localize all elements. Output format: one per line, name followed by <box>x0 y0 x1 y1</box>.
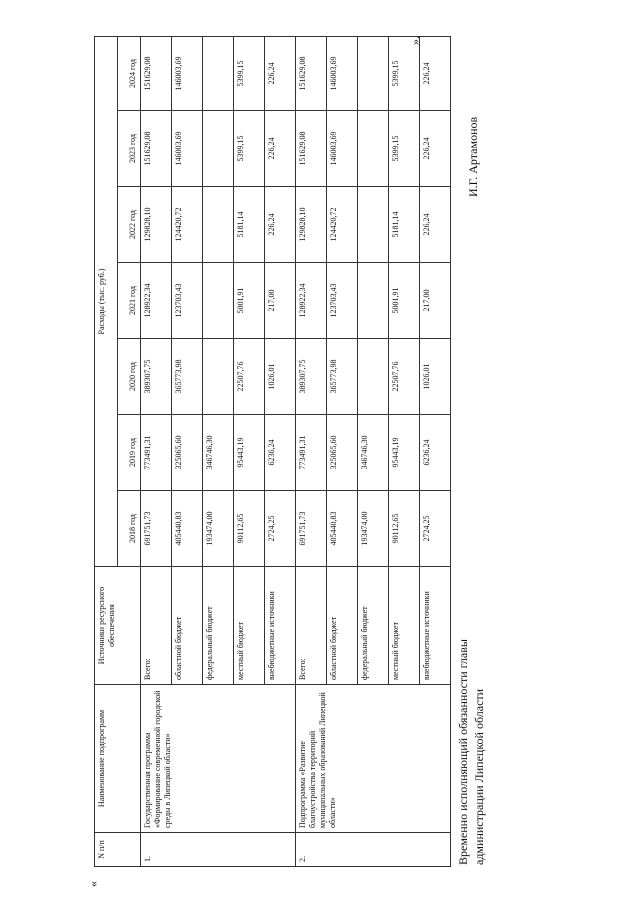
funding-source: внебюджетные источники <box>420 567 451 685</box>
expense-value: 217,00 <box>420 263 451 339</box>
expense-value: 365773,98 <box>172 339 203 415</box>
header-expenses: Расходы (тыс. руб.) <box>95 36 118 566</box>
expense-value: 151629,08 <box>141 36 172 110</box>
expense-value: 405440,83 <box>327 491 358 567</box>
table-row <box>296 36 327 866</box>
program-name: Подпрограмма «Развитие благоустройства территорий муниципальных образований Липецкой области» <box>296 685 451 833</box>
expense-value <box>358 187 389 263</box>
expense-value: 146003,69 <box>327 111 358 187</box>
expense-value: 226,24 <box>265 36 296 110</box>
expense-value: 128922,34 <box>141 263 172 339</box>
expense-value <box>358 263 389 339</box>
signature-position-line: администрации Липецкой области <box>472 688 487 865</box>
expense-value: 217,00 <box>265 263 296 339</box>
expense-value: 90112,65 <box>389 491 420 567</box>
expense-value <box>203 339 234 415</box>
expense-value <box>358 339 389 415</box>
funding-source: федеральный бюджет <box>358 567 389 685</box>
expense-value: 325065,60 <box>172 415 203 491</box>
expense-value: 151629,08 <box>296 36 327 110</box>
header-source: Источники ресурсного обеспечения <box>95 567 141 685</box>
expense-value: 1026,01 <box>265 339 296 415</box>
table-row <box>141 36 172 866</box>
expense-value: 5399,15 <box>389 111 420 187</box>
expense-value: 2724,25 <box>265 491 296 567</box>
expense-value: 5399,15 <box>389 36 420 110</box>
expense-value: 128922,34 <box>296 263 327 339</box>
header-name: Наименование подпрограмм <box>95 685 141 833</box>
header-year: 2020 год <box>118 339 141 415</box>
header-year: 2023 год <box>118 111 141 187</box>
row-number: 2. <box>296 833 451 867</box>
expense-value: 124420,72 <box>172 187 203 263</box>
expense-value <box>203 263 234 339</box>
expense-value: 146003,69 <box>172 36 203 110</box>
funding-source: Всего: <box>141 567 172 685</box>
expense-value: 1026,01 <box>420 339 451 415</box>
header-num: N п/п <box>95 833 141 867</box>
expense-value: 5399,15 <box>234 36 265 110</box>
expense-value <box>203 111 234 187</box>
table-header-row <box>95 36 118 866</box>
expense-value: 226,24 <box>265 187 296 263</box>
header-year: 2019 год <box>118 415 141 491</box>
expense-value: 90112,65 <box>234 491 265 567</box>
funding-source: Всего: <box>296 567 327 685</box>
expense-value: 5181,14 <box>389 187 420 263</box>
expense-value <box>358 36 389 110</box>
signature-position-line: Временно исполняющий обязанности главы <box>456 639 470 865</box>
funding-source: внебюджетные источники <box>265 567 296 685</box>
expense-value: 773491,31 <box>141 415 172 491</box>
row-number: 1. <box>141 833 296 867</box>
expense-value <box>358 111 389 187</box>
header-year: 2022 год <box>118 187 141 263</box>
expense-value: 129828,10 <box>141 187 172 263</box>
expense-value: 129828,10 <box>296 187 327 263</box>
expense-value: 389307,75 <box>141 339 172 415</box>
expense-value: 193474,00 <box>358 491 389 567</box>
expense-value: 151629,08 <box>141 111 172 187</box>
funding-source: федеральный бюджет <box>203 567 234 685</box>
expense-value: 346746,30 <box>203 415 234 491</box>
funding-source: местный бюджет <box>234 567 265 685</box>
expense-value: 389307,75 <box>296 339 327 415</box>
header-year: 2018 год <box>118 491 141 567</box>
expense-value: 346746,30 <box>358 415 389 491</box>
signature-name: И.Г. Артамонов <box>466 116 480 197</box>
expense-value: 22507,76 <box>389 339 420 415</box>
expense-value: 5001,91 <box>234 263 265 339</box>
expense-value: 691751,73 <box>141 491 172 567</box>
expense-value: 691751,73 <box>296 491 327 567</box>
header-year: 2021 год <box>118 263 141 339</box>
funding-source: местный бюджет <box>389 567 420 685</box>
expense-value: 146003,69 <box>172 111 203 187</box>
expense-value: 226,24 <box>420 36 451 110</box>
signature-position <box>455 639 487 865</box>
expense-value: 365773,98 <box>327 339 358 415</box>
expense-value: 2724,25 <box>420 491 451 567</box>
expense-value: 5399,15 <box>234 111 265 187</box>
expense-value: 5001,91 <box>389 263 420 339</box>
expense-value: 6236,24 <box>265 415 296 491</box>
expense-value: 124420,72 <box>327 187 358 263</box>
expense-value: 146003,69 <box>327 36 358 110</box>
opening-quote: « <box>86 881 100 887</box>
expense-value: 226,24 <box>420 187 451 263</box>
expense-value <box>203 187 234 263</box>
closing-quote: ». <box>408 36 422 45</box>
expense-value: 5181,14 <box>234 187 265 263</box>
expense-value: 123703,43 <box>172 263 203 339</box>
expense-value: 95443,19 <box>234 415 265 491</box>
table-body <box>141 36 451 866</box>
header-year: 2024 год <box>118 36 141 110</box>
expense-value: 226,24 <box>420 111 451 187</box>
expense-value: 325065,60 <box>327 415 358 491</box>
expense-value: 405440,83 <box>172 491 203 567</box>
expense-value: 22507,76 <box>234 339 265 415</box>
expense-value: 123703,43 <box>327 263 358 339</box>
expense-value: 193474,00 <box>203 491 234 567</box>
expense-value: 226,24 <box>265 111 296 187</box>
funding-source: областной бюджет <box>172 567 203 685</box>
funding-source: областной бюджет <box>327 567 358 685</box>
expense-value <box>203 36 234 110</box>
expense-value: 95443,19 <box>389 415 420 491</box>
expense-value: 773491,31 <box>296 415 327 491</box>
program-name: Государственная программа «Формирование современной городской среды в Липецкой области» <box>141 685 296 833</box>
expense-value: 6236,24 <box>420 415 451 491</box>
expenses-table <box>94 36 451 867</box>
expense-value: 151629,08 <box>296 111 327 187</box>
